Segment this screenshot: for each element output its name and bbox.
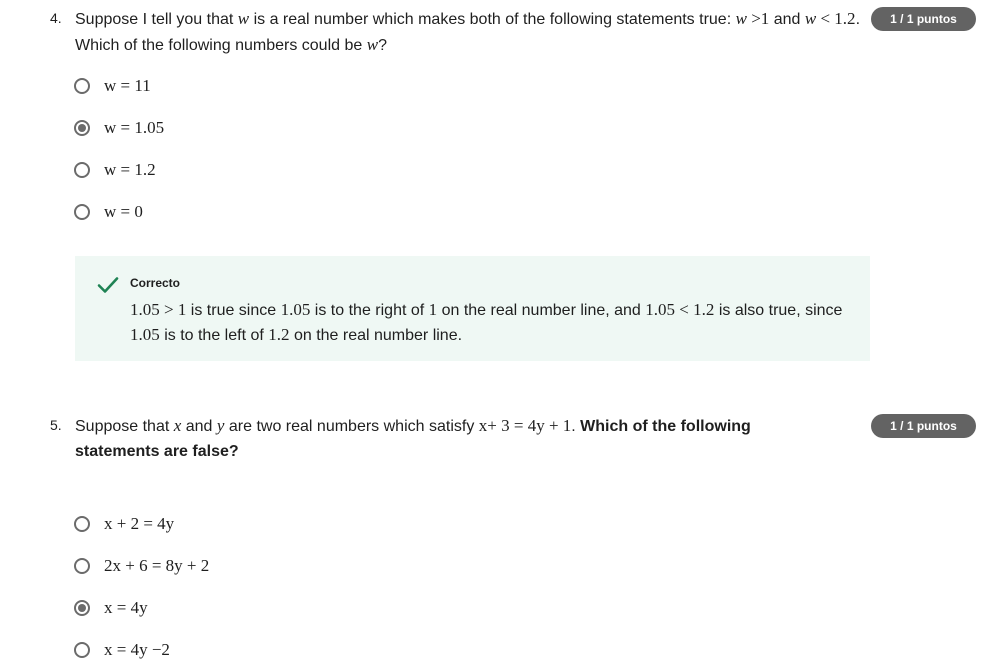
option-x-plus-2[interactable] [74, 513, 174, 535]
feedback-box [75, 256, 870, 361]
option-label: w = 1.05 [104, 118, 165, 137]
radio-button[interactable] [74, 642, 90, 658]
option-label: w = 0 [104, 202, 143, 221]
option-w-0[interactable] [74, 201, 143, 223]
feedback-title: Correcto [130, 276, 181, 290]
option-label: x = 4y −2 [104, 640, 170, 659]
radio-button[interactable] [74, 78, 90, 94]
radio-button[interactable] [74, 204, 90, 220]
option-2x-plus-6[interactable] [74, 555, 209, 577]
question-prompt: Suppose that x and y are two real numbers which satisfy x+ 3 = 4y + 1. Which of the following statements are false? [75, 416, 751, 460]
radio-button[interactable] [74, 162, 90, 178]
option-x-equals-4y-minus-2[interactable] [74, 639, 170, 661]
question-number: 4. [50, 10, 62, 26]
option-label: w = 1.2 [104, 160, 156, 179]
radio-button-selected[interactable] [74, 120, 90, 136]
question-prompt: Suppose I tell you that w is a real number which makes both of the following statements true: w >1 and w < 1.2. Which of the following numbers could be w? [75, 9, 861, 54]
option-label: x + 2 = 4y [104, 514, 175, 533]
checkmark-icon [97, 276, 119, 294]
points-badge: 1 / 1 puntos [871, 414, 976, 438]
option-label: x = 4y [104, 598, 148, 617]
points-badge: 1 / 1 puntos [871, 7, 976, 31]
radio-button[interactable] [74, 558, 90, 574]
option-x-equals-4y[interactable] [74, 597, 148, 619]
radio-button-selected[interactable] [74, 600, 90, 616]
option-label: 2x + 6 = 8y + 2 [104, 556, 210, 575]
question-number: 5. [50, 417, 62, 433]
radio-button[interactable] [74, 516, 90, 532]
option-label: w = 11 [104, 76, 151, 95]
option-w-1-2[interactable] [74, 159, 156, 181]
option-w-1-05[interactable] [74, 117, 164, 139]
feedback-explanation: 1.05 > 1 is true since 1.05 is to the right of 1 on the real number line, and 1.05 < 1.2 is also true, since 1.05 is to the left of 1.2 on the real number line. [130, 300, 843, 344]
option-w-11[interactable] [74, 75, 151, 97]
